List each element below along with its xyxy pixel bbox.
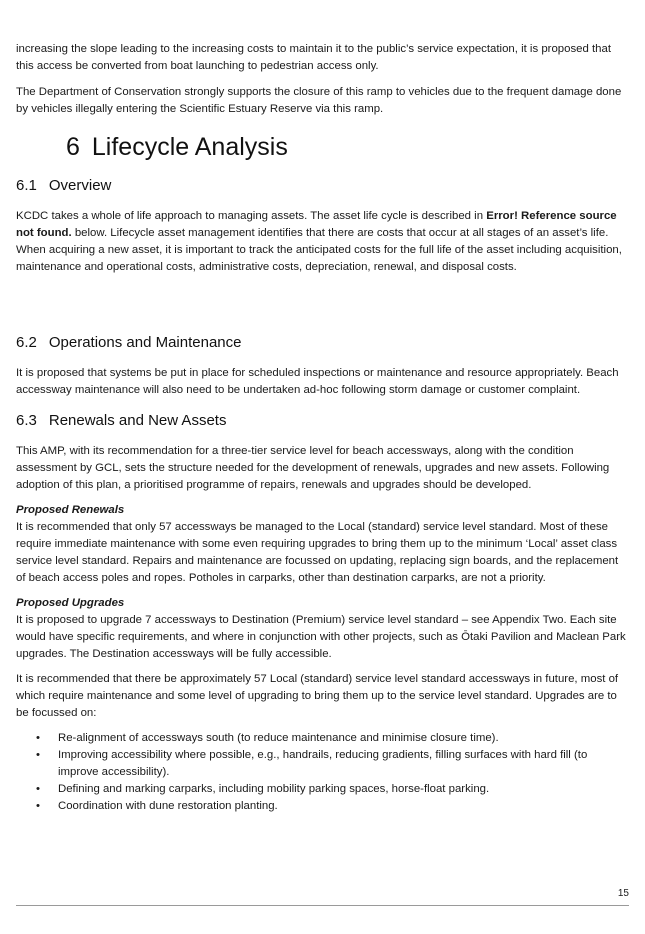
overview-paragraph xyxy=(16,208,628,276)
section-6-heading xyxy=(16,132,628,162)
overview-text-a: KCDC takes a whole of life approach to managing assets. The asset life cycle is described in xyxy=(16,210,487,222)
bullet-icon: • xyxy=(36,783,40,795)
section-6-2-heading xyxy=(16,333,628,353)
section-6-1-heading xyxy=(16,176,628,196)
section-number: 6 xyxy=(66,133,80,161)
section-title: Operations and Maintenance xyxy=(48,334,242,351)
list-item-text: Coordination with dune restoration planting. xyxy=(58,800,278,812)
section-title: Overview xyxy=(48,177,112,194)
bullet-icon: • xyxy=(36,749,40,761)
proposed-renewals-paragraph: It is recommended that only 57 accessways be managed to the Local (standard) service level standard. Most of these require immediate maintenance with some even requiring upgrades to bring them up to the minimum ‘Local’ asset class service level standard. Repairs and maintenance are focussed on updating, replacing sign boards, and the replacement of beach access poles and ropes. Potholes in carparks, other than destination carparks, are not a priority. xyxy=(16,521,619,584)
list-item-text: Re-alignment of accessways south (to reduce maintenance and minimise closure time). xyxy=(58,732,499,744)
overview-text-b: below. Lifecycle asset management identifies that there are costs that occur at all stages of an asset’s life. When acquiring a new asset, it is important to track the anticipated costs for the full life of the asset including acquisition, maintenance and operational costs, administrative costs, depreciation, renewal, and disposal costs. xyxy=(16,227,622,273)
intro-paragraph-2: The Department of Conservation strongly supports the closure of this ramp to vehicles due to the frequent damage done by vehicles illegally entering the Scientific Estuary Reserve via this ramp. xyxy=(16,86,622,115)
upgrades-bullet-list xyxy=(16,730,628,815)
bullet-icon: • xyxy=(36,732,40,744)
section-number: 6.1 xyxy=(16,177,37,194)
section-6-3-heading xyxy=(16,411,628,431)
operations-paragraph: It is proposed that systems be put in place for scheduled inspections or maintenance and resource appropriately. Beach accessway maintenance will also need to be undertaken ad-hoc following storm damage or customer complaint. xyxy=(16,367,619,396)
figure-placeholder-gap xyxy=(16,276,628,333)
list-item xyxy=(16,798,628,815)
upgrades-focus-paragraph: It is recommended that there be approximately 57 Local (standard) service level standard accessways in future, most of which require maintenance and some level of upgrading to bring them up to the service level standard. Upgrades are to be focussed on: xyxy=(16,673,619,719)
proposed-upgrades-heading: Proposed Upgrades xyxy=(16,597,125,609)
footer-divider xyxy=(16,905,629,906)
list-item-text: Defining and marking carparks, including mobility parking spaces, horse-float parking. xyxy=(58,783,490,795)
list-item xyxy=(16,781,628,798)
list-item xyxy=(16,730,628,747)
list-item xyxy=(16,747,628,781)
page-number: 15 xyxy=(617,888,629,899)
list-item-text: Improving accessibility where possible, e.g., handrails, reducing gradients, filling surfaces with hard fill (to improve accessibility). xyxy=(58,749,588,778)
section-number: 6.3 xyxy=(16,412,37,429)
proposed-upgrades-paragraph: It is proposed to upgrade 7 accessways to Destination (Premium) service level standard – see Appendix Two. Each site would have specific requirements, and where in conjunction with other projects, such as Ōtaki Pavilion and Maclean Park upgrades. The Destination accessways will be fully accessible. xyxy=(16,614,626,660)
section-number: 6.2 xyxy=(16,334,37,351)
proposed-renewals-heading: Proposed Renewals xyxy=(16,504,125,516)
section-title: Lifecycle Analysis xyxy=(91,133,288,161)
bullet-icon: • xyxy=(36,800,40,812)
renewals-intro-paragraph: This AMP, with its recommendation for a three-tier service level for beach accessways, along with the condition assessment by GCL, sets the structure needed for the development of renewals, upgrades and new assets. Following adoption of this plan, a prioritised programme of repairs, renewals and upgrades should be developed. xyxy=(16,445,610,491)
section-title: Renewals and New Assets xyxy=(48,412,227,429)
document-page xyxy=(16,41,628,815)
intro-paragraph-1: increasing the slope leading to the increasing costs to maintain it to the public’s service expectation, it is proposed that this access be converted from boat launching to pedestrian access only. xyxy=(16,43,611,72)
reference-error-text: Error! Reference source not found. xyxy=(16,210,617,239)
